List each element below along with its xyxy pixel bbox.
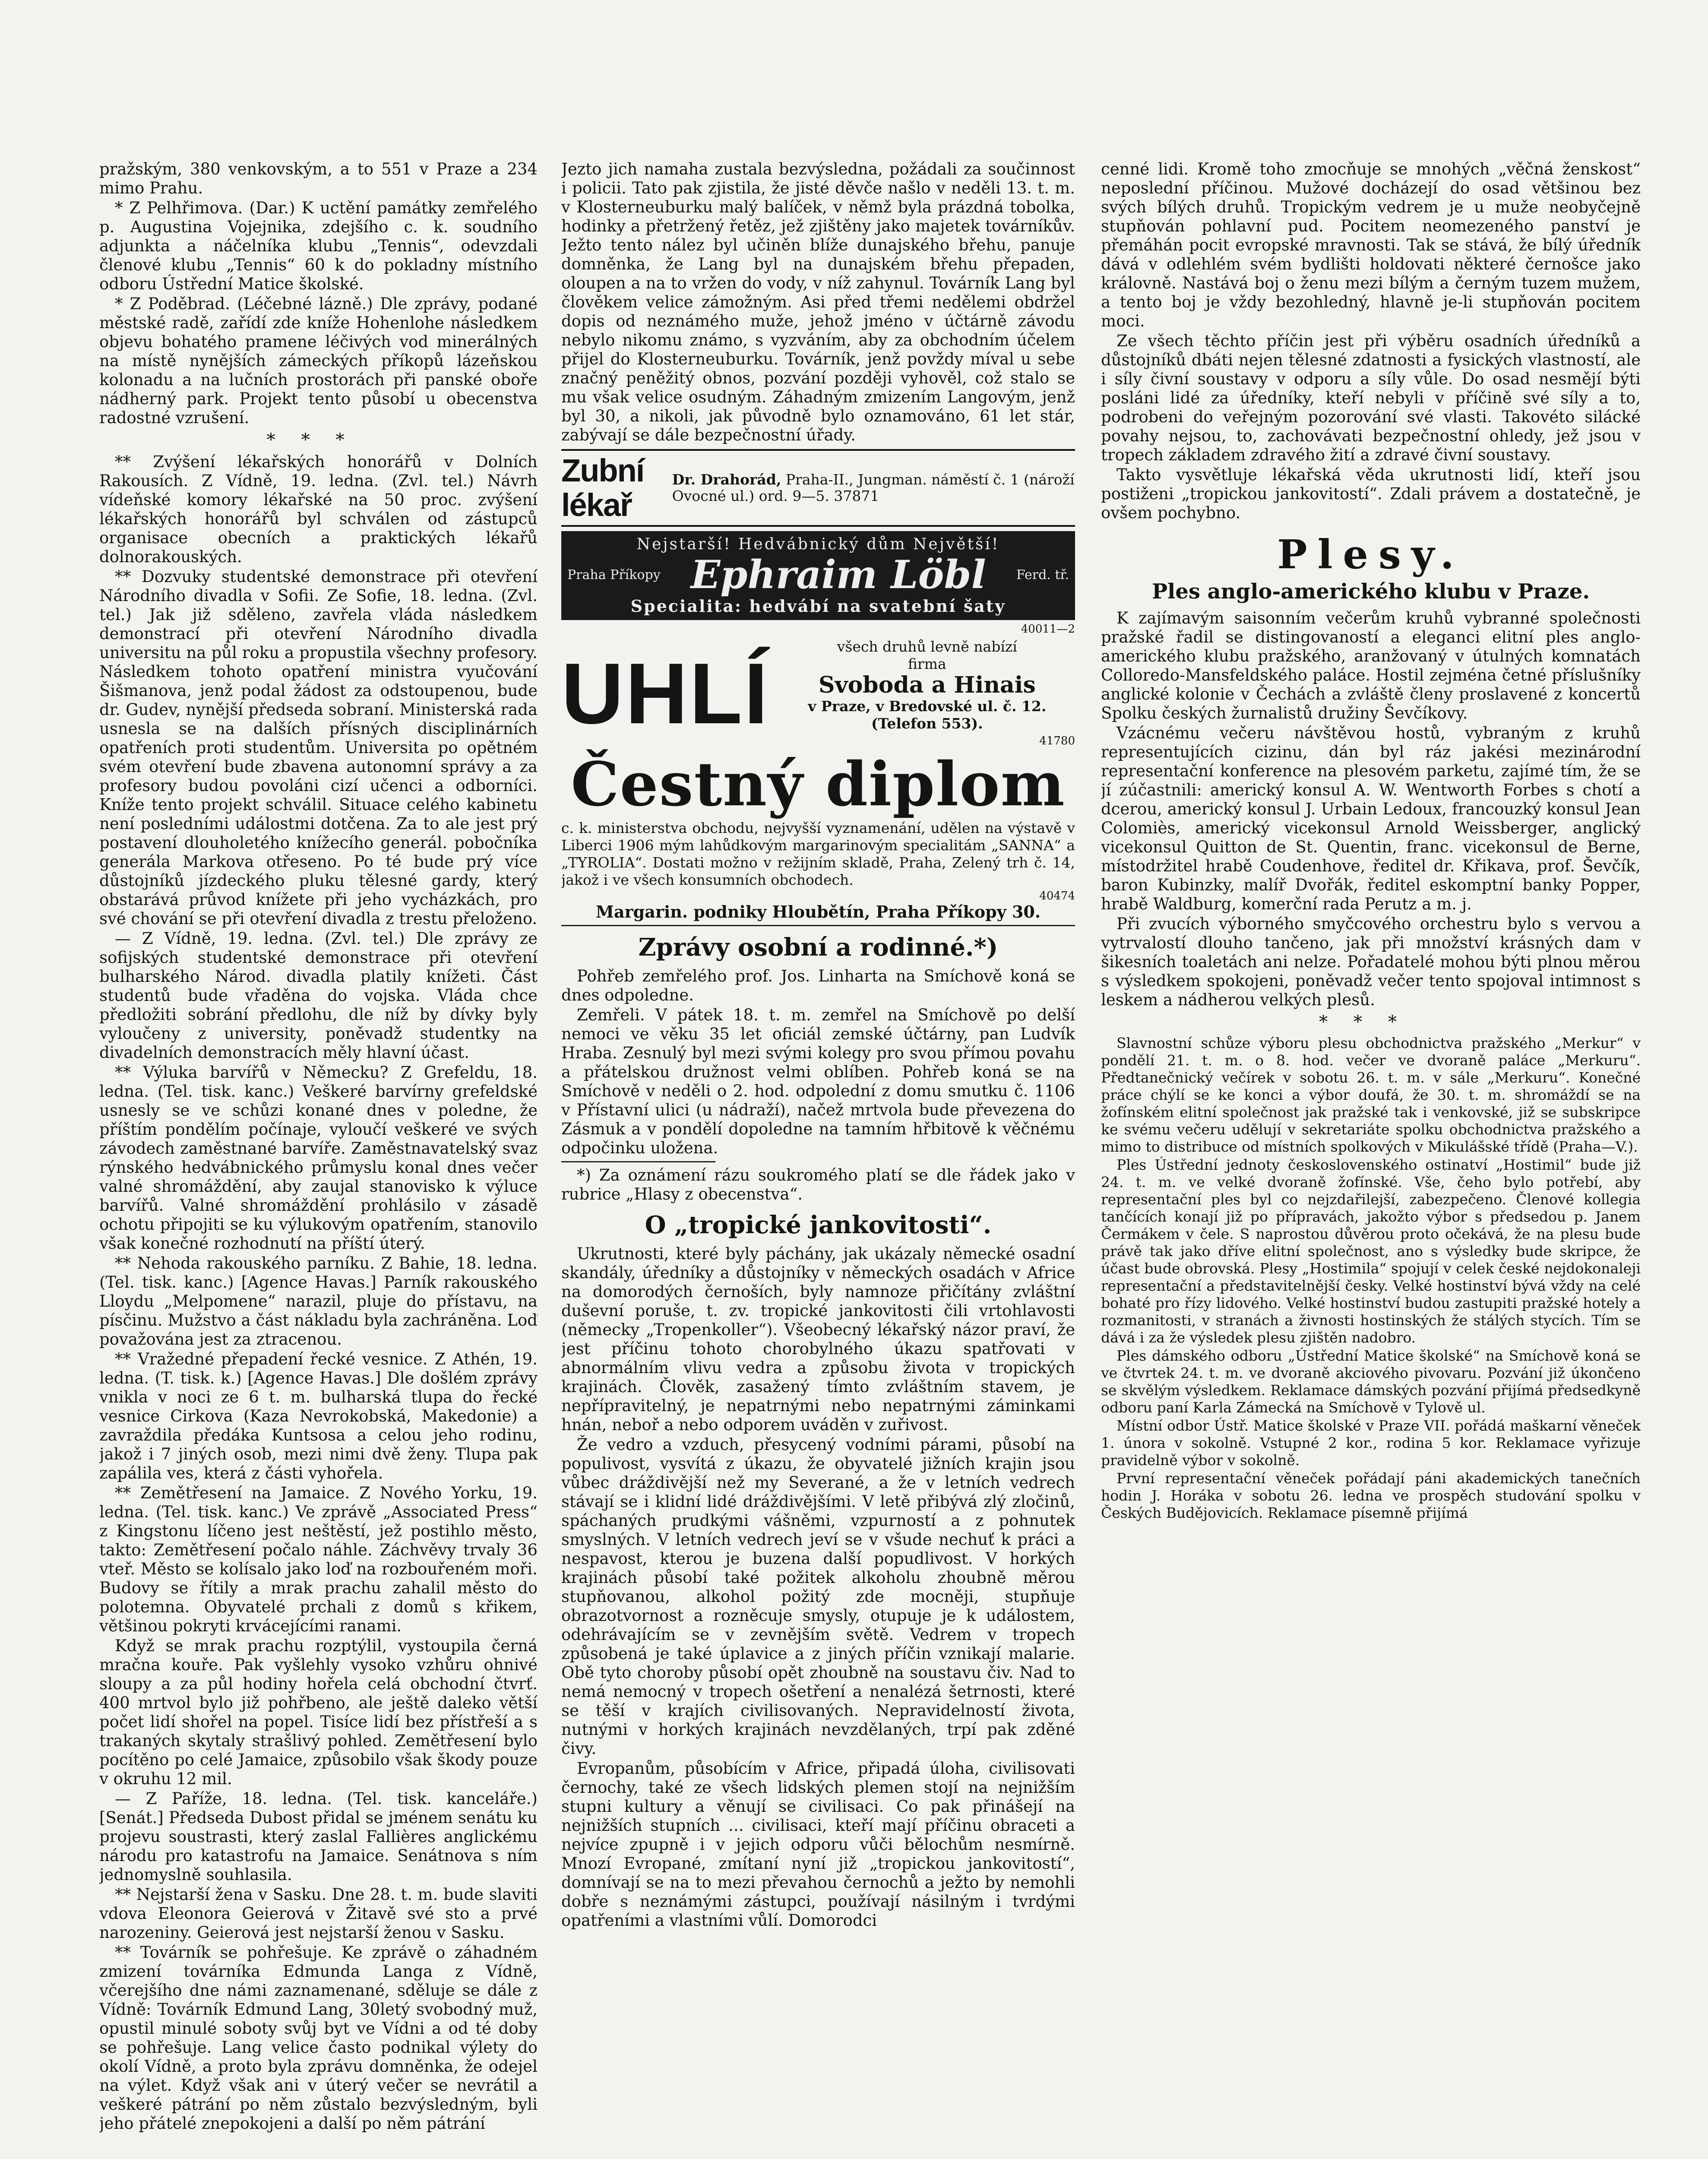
article-paragraph: Pohřeb zemřelého prof. Jos. Linharta na Smíchově koná se dnes odpoledne. [561,967,1075,1004]
article-paragraph: První representační věneček pořádají páni akademických tanečních hodin J. Horáka v sobotu 26. ledna ve prospěch studování spolku v Českých Budějovicích. Reklamace písemně přijímá [1101,1470,1641,1521]
article-paragraph: ** Zvýšení lékařských honorářů v Dolních Rakousích. Z Vídně, 19. ledna. (Zvl. tel.) Návrh vídeňské komory lékařské na 50 proc. zvýšení lékařských honorářů byl schválen od zástupců organisace obecních a praktických lékařů dolnorakouských. [99,453,538,566]
section-heading: Zprávy osobní a rodinné.*) [638,933,998,962]
article-paragraph: Místní odbor Ústř. Matice školské v Praze VII. pořádá maškarní věneček 1. února v sokolně. Vstupné 2 kor., rodina 5 kor. Reklamace vyřizuje pravidelně výbor v sokolně. [1101,1417,1641,1469]
article-paragraph: * Z Pelhřimova. (Dar.) K uctění památky zemřelého p. Augustina Vojejnika, zdejšího c. k. soudního adjunkta a náčelníka klubu „Tennis“, odevzdali členové klubu „Tennis“ 60 k do pokladny místního odboru Ústřední Matice školské. [99,199,538,293]
column-right [1101,160,1641,2159]
diploma-ad-title: Čestný diplom [571,749,1066,820]
article-paragraph: ** Výluka barvířů v Německu? Z Grefeldu, 18. ledna. (Tel. tisk. kanc.) Veškeré barvírny grefeldské usnesly se ve schůzi konané dnes v poledne, že příštím pondělím počínaje, vyloučí veškeré ve svých závodech zaměstnané barvíře. Zaměstnavatelský svaz rýnského hedvábnického průmyslu konal dnes večer valné shromáždění, aby zaujal stanovisko k výluce barvířů. Valné shromáždění prohlásilo v zásadě ochotu připojiti se ku výlukovým opatřením, stanovilo však konečné rozhodnutí na příští úterý. [99,1063,538,1253]
silk-ad-right: Ferd. tř. [1016,567,1069,582]
article-paragraph: ** Nehoda rakouského parníku. Z Bahie, 18. ledna. (Tel. tisk. kanc.) [Agence Havas.] Parník rakouského Lloydu „Melpomene“ narazil, pluje do přístavu, na písčinu. Mužstvo a část nákladu byla zachráněna. Loď považována jest za ztracenou. [99,1254,538,1349]
ad-code: 40011—2 [1021,623,1075,636]
divider [561,925,1075,926]
footnote: *) Za oznámení rázu soukromého platí se dle řádek jako v rubrice „Hlasy z obecenstva“. [561,1166,1075,1203]
article-paragraph: Zemřeli. V pátek 18. t. m. zemřel na Smíchově po delší nemoci ve věku 35 let oficiál zemské účtárny, pan Ludvík Hraba. Zesnulý byl mezi svými kolegy pro svou přímou povahu a přátelskou družnost velmi oblíben. Pohřeb koná se na Smíchově v neděli o 2. hod. odpolední z domu smutku č. 1106 v Přístavní ulici (u nádraží), načež mrtvola bude převezena do Zásmuk a v pondělí dopoledne na tamním hřbitově k věčnému odpočinku uložena. [561,1006,1075,1157]
article-paragraph: Vzácnému večeru návštěvou hostů, vybraným z kruhů representujících cizinu, dán byl ráz jakési mezinárodní representační konference na plesovém parketu, zajímé tím, že se jí zúčastnili: americký konsul A. W. Wentworth Forbes s chotí a dcerou, americký konsul J. Urbain Ledoux, francouzký konsul Jean Colomiès, americký vicekonsul Arnold Weissberger, anglický vicekonsul Quitton de St. Quentin, franc. vicekonsul de Berne, místodržitel hrabě Coudenhove, ředitel dr. Křikava, prof. Ševčík, baron Kubinzky, malíř Dvořák, ředitel eskomptní banky Popper, hrabě Waldburg, komerční rada Perutz a m. j. [1101,724,1641,913]
article-paragraph: — Z Vídně, 19. ledna. (Zvl. tel.) Dle zprávy ze sofijských studentské demonstrace při otevření bulharského Národ. divadla platily knížeti. Část studentů bude vřaděna do vojska. Vláda chce předložiti sobrání předlohu, dle níž by dívky byly vyloučeny z university, poněvadž studentky na divadelních demonstracích měly hlavní účast. [99,929,538,1062]
silk-ad-left: Praha Příkopy [567,567,661,582]
article-paragraph: * Z Poděbrad. (Léčebné lázně.) Dle zprávy, podané městské radě, zařídí zde kníže Hohenlohe následkem objevu bohatého pramene léčivých vod minerálných na místě nynějších zámeckých příkopů lázeňskou kolonadu a na lučních prostorách při panské oboře nádherný park. Projekt tento působí u obecenstva radostné vzrušení. [99,294,538,427]
article-paragraph: Takto vysvětluje lékařská věda ukrutnosti lidí, kteří jsou postiženi „tropickou jankovitostí“. Zdali právem a dostatečně, je ovšem pochybno. [1101,465,1641,522]
column-middle [561,160,1075,2159]
article-paragraph: ** Dozvuky studentské demonstrace při otevření Národního divadla v Sofii. Ze Sofie, 18. ledna. (Zvl. tel.) Jak již sděleno, zavřela vláda následkem demonstrací při otevření Národního divadla universitu na půl roku a propustila všechny profesory. Následkem tohoto opatření ministra vyučování Šišmanova, jenž podal žádost za odstoupenou, bude dr. Gudev, nynější předseda sobraní. Ministerská rada usnesla se na dalších přísných disciplinárních opatřeních proti studentům. Universita po opětném svém otevření bude zbavena autonomní správy a za profesory budou povoláni cizí učenci a odborníci. Kníže tento projekt schválil. Situace celého kabinetu není posledními událostmi dotčena. Za to ale jest prý postavení dlouholetého knížecího generál. pobočníka generála Markova otřeseno. Po té bude prý více důstojníků jízdeckého pluku tělesné gardy, který obstarává průvod knížete při jeho vycházkách, pro své chování se při otevření divadla z trestu přeloženo. [99,567,538,928]
coal-ad-code: 41780 [1039,734,1075,747]
article-paragraph: Při zvucích výborného smyčcového orchestru bylo s vervou a vytrvalostí dlouho tančeno, jak při množství krásných dam v šikesních toaletách ani nelze. Pořadatelé mohou býti plnou měrou s výsledkem spokojeni, poněvadž večer tento spojoval intimnost s leskem a nádherou velkých plesů. [1101,915,1641,1009]
column-left [99,160,538,2159]
footnote-divider [561,1161,715,1162]
coal-ad-offer: všech druhů levně nabízí [837,638,1017,655]
dentist-ad-code: 37871 [834,488,879,504]
dentist-ad-address: Praha-II., Jungman. náměstí č. 1 (nároží Ovocné ul.) ord. 9—5. [672,471,1075,504]
coal-advertisement [561,638,1075,750]
article-paragraph: Jezto jich namaha zustala bezvýsledna, požádali za součinnost i policii. Tato pak zjistila, že jisté děvče našlo v neděli 13. t. m. v Klosterneuburku malý balíček, v němž byla prázdná tobolka, hodinky a přetržený řetěz, jež zjištěny jako majetek továrníkův. Ježto tento nález byl učiněn blíže dunajského břehu, panuje domněnka, že Lang byl na dunajském břehu přepaden, oloupen a na to vržen do vody, v níž zahynul. Továrník Lang byl člověkem velice zámožným. Asi před třemi nedělemi obdržel dopis od neznámého muže, jehož jméno v účtárně závodu nebylo nikomu známo, s vyzváním, aby za obchodním účelem přijel do Klosterneuburku. Továrník, jenž povždy míval u sebe značný peněžitý obnos, pozvání později vyhověl, což stalo se mu však velice osudným. Záhadným zmizením Langovým, jenž byl 30, a nikoli, jak původně bylo oznamováno, 61 let stár, zabývají se dále bezpečnostní úřady. [561,160,1075,444]
dentist-advertisement [561,449,1075,527]
article-paragraph: ** Nejstarší žena v Sasku. Dne 28. t. m. bude slaviti vdova Eleonora Geierová v Žitavě své sto a prvé narozeniny. Geierová jest nejstarší ženou v Sasku. [99,1885,538,1942]
coal-ad-firm: Svoboda a Hinais [818,672,1036,698]
coal-ad-firm-label: firma [908,655,946,672]
dentist-ad-text [672,472,1075,504]
diploma-ad-text: c. k. ministerstva obchodu, nejvyšší vyznamenání, udělen na výstavě v Liberci 1906 mým lahůdkovým margarinovým specialitám „SANNA“ a „TYROLIA“. Dostati možno v režijním skladě, Praha, Zelený trh č. 14, jakož i ve všech konsumních obchodech. [561,820,1075,888]
dentist-ad-name: Dr. Drahorád, [672,471,781,488]
section-title: Plesy. [1277,531,1464,578]
diploma-ad-footer: Margarin. podniky Hloubětín, Praha Příkopy 30. [595,902,1041,921]
article-paragraph: ** Továrník se pohřešuje. Ke zprávě o záhadném zmizení továrníka Edmunda Langa z Vídně, včerejšího dne námi zaznamenané, sděluje se dále z Vídně: Továrník Edmund Lang, 30letý svobodný muž, opustil minulé soboty svůj byt ve Vídni a od té doby se pohřešuje. Lang velice často podnikal výlety do okolí Vídně, a proto byla zprávu domněnka, že odejel na výlet. Když však ani v úterý večer se nevrátil a veškeré pátrání po něm zůstalo bezvýsledným, byli jeho přátelé znepokojeni a další po něm pátrání [99,1943,538,2133]
article-paragraph: K zajímavým saisonním večerům kruhů vybranné společnosti pražské řadil se distingovaností a eleganci elitní ples anglo-amerického klubu pražského, aranžovaný v útulných komnatách Colloredo-Mansfeldského paláce. Hostil zejména četné příslušníky anglické kolonie v Čechách a zvláště členy proslavené z koncertů Spolku českých žurnalistů družiny Ševčíkovy. [1101,609,1641,722]
article-paragraph: Ukrutnosti, které byly páchány, jak ukázaly německé osadní skandály, úředníky a důstojníky v německých osadách v Africe na domorodých černoších, byly namnoze přičítány zvláštní duševní poruše, t. zv. tropické jankovitosti čili vrtohlavosti (německy „Tropenkoller“). Všeobecný lékařský názor praví, že jest příčinu tohoto chorobylného úkazu spatřovati v abnormálním vlivu vedra a způsobu života v tropických krajinách. Člověk, zasažený tímto zvláštním stavem, je nepřípravitelný, je nepatrnými nebo nepatrnými záminkami hnán, neboř a nebo odporem uváděn v zuřivost. [561,1244,1075,1434]
silk-ad-speciality: Specialita: hedvábí na svatební šaty [630,596,1006,616]
article-paragraph: pražským, 380 venkovským, a to 551 v Praze a 234 mimo Prahu. [99,160,538,197]
article-paragraph: — Z Paříže, 18. ledna. (Tel. tisk. kanceláře.) [Senát.] Předseda Dubost přidal se jménem senátu ku projevu soustrasti, který zaslal Fallières anglickému národu pro katastrofu na Jamaice. Senátnova s ním jednomyslně souhlasila. [99,1789,538,1884]
silk-house-advertisement [561,531,1075,620]
section-heading: O „tropické jankovitosti“. [645,1211,992,1239]
article-paragraph: Ples Ústřední jednoty československého ostinatví „Hostimil“ bude již 24. t. m. ve velké dvoraně žofínské. Vše, čeho bylo potřebí, aby representační ples byl co nejzdařilejší, zabezpečeno. Členové kollegia tančících konají již po přípravách, jakožto výbor s předsedou p. Janem Čermákem v čele. S naprostou důvěrou proto očekává, že na plesu bude právě tak jako dříve elitní společnost, ano s výsledky bude skripce, že účast bude obrovská. Plesy „Hostimila“ spojují v celek české nejdokonaleji representační a představitelnější česky. Velké hostinství bývá vždy na celé bohaté pro řízy lidového. Velké hostinství budou zastupiti pražské hotely a rozmanitosti, v stranách a živnosti hostinských že stálých stycích. Tím se dává i za že výsledek plesu zjištěn nadobro. [1101,1156,1641,1346]
dentist-ad-title: Zubní lékař [561,453,644,523]
ad-code: 40474 [1039,890,1075,902]
silk-ad-tagline: Nejstarší! Hedvábnický dům Největší! [636,535,1000,553]
coal-ad-title: UHLÍ [561,646,770,742]
coal-ad-address: v Praze, v Bredovské ul. č. 12. (Telefon 553). [808,698,1047,732]
section-divider: *** [266,430,370,450]
article-paragraph: Slavnostní schůze výboru plesu obchodnictva pražského „Merkur“ v pondělí 21. t. m. o 8. hod. večer ve dvoraně paláce „Merkuru“. Předtanečnický večírek v sobotu 26. t. m. v sále „Merkuru“. Konečné práce chýlí se ke konci a výbor doufá, že 30. t. m. shromáždí se na žofínském elitní společnost jak pražské tak i venkovské, již se subskripce ke svému večeru udělují v sekretariáte spolku obchodnictva pražského a mimo to distribuce od místních spolkových v Mikulášské třídě (Praha—V.). [1101,1035,1641,1155]
article-paragraph: Ze všech těchto příčin jest při výběru osadních úředníků a důstojníků dbáti nejen tělesné zdatnosti a fysických vlastností, ale i síly čivní soustavy v odporu a síly vůle. Do osad nesmějí býti posláni lidé za úředníky, kteří nebyli v příčině své síly a to, podrobeni do veřejným pozorování své vlasti. Takovéto silácké povahy nejsou, to, zachovávati bezpečnostní ohledy, jež jsou v tropech základem zdravého žití a zdravé čivní soustavy. [1101,332,1641,464]
silk-ad-name: Ephraim Löbl [690,552,986,598]
article-paragraph: Ples dámského odboru „Ústřední Matice školské“ na Smíchově koná se ve čtvrtek 24. t. m. ve dvoraně akciového pivovaru. Pozvání již úkončeno se skvělým výsledkem. Reklamace dámských pozvání přijímá předsedkyně odboru paní Karla Zámecká na Smíchově v Tylově ul. [1101,1347,1641,1416]
article-paragraph: Evropanům, působícím v Africe, připadá úloha, civilisovati černochy, také ze všech lidských plemen stojí na nejnižším stupni kultury a věnují se civilisaci. Co pak přinášejí na nejnižších stupních ... civilisaci, kteří mají příčinu obraceti a nejvíce zpupně i v jejich odporu vůči bělochům nesmírně. Mnozí Evropané, zmítaní nyní již „tropickou jankovitostí“, domnívají se na to mezi převahou černochů a ježto by nemohli dobře s neznámými zástupci, používají násilným i tvrdými opatřeními a vlastními vůlí. Domorodci [561,1759,1075,1930]
section-divider: *** [1319,1012,1423,1032]
article-paragraph: ** Zemětřesení na Jamaice. Z Nového Yorku, 19. ledna. (Tel. tisk. kanc.) Ve zprávě „Associated Press“ z Kingstonu líčeno jest neštěstí, jež postihlo město, takto: Zemětřesení počalo náhle. Záchvěvy trvaly 36 vteř. Město se kolísalo jako loď na rozbouřeném moři. Budovy se řítily a mrak prachu zahalil město do polotemna. Obyvatelé prchali z domů s křikem, většinou pokryti krvácejícími ranami. [99,1484,538,1635]
article-paragraph: ** Vražedné přepadení řecké vesnice. Z Athén, 19. ledna. (T. tisk. k.) [Agence Havas.] Dle došlém zprávy vnikla v noci ze 6 t. m. bulharská tlupa do řecké vesnice Cirkova (Kaza Nevrokobská, Makedonie) a zavraždila předáka Kuntsosa a celou jeho rodinu, jakož i 7 jiných osob, mezi nimi dvě ženy. Tlupa pak zapálila ves, která z části vyhořela. [99,1350,538,1482]
article-heading: Ples anglo-amerického klubu v Praze. [1151,579,1590,604]
article-paragraph: Když se mrak prachu rozptýlil, vystoupila černá mračna kouře. Pak vyšlehly vysoko vzhůru ohnivé sloupy a za půl hodiny hořela celá obchodní čtvrť. 400 mrtvol bylo již pohřbeno, ale ještě daleko větší počet lidí shořel na popel. Tisíce lidí bez přístřeší a s trakaných skytaly strašlivý pohled. Zemětřesení bylo pocítěno po celé Jamaice, způsobilo však škody pouze v okruhu 12 mil. [99,1637,538,1788]
article-paragraph: Že vedro a vzduch, přesycený vodními párami, působí na populivost, vysvítá z úkazu, že obyvatelé jižních krajin jsou vůbec dráždivější než my Severané, a že v letních vedrech stávají se i klidní lidé dráždivějšími. V letě přibývá zlý zločinů, spáchaných prudkými vášněmi, vzpurností a z pohnutek smyslných. V letních vedrech jeví se v všude nechuť k práci a nespavost, kterou je buzena další popudlivost. V horkých krajinách působí také požitek alkoholu zhoubně měrou stupňovanou, alkohol požitý zde mocněji, stupňuje obrazotvornost a rozněcuje smysly, otupuje je k událostem, odehrávajícím se v zevnějším světě. Vedrem v tropech způsobená je také úplavice a z jiných příčin vznikají malarie. Obě tyto choroby působí opět zhoubně na soustavu čiv. Nad to nemá nemocný v tropech ošetření a nenalézá šetrnosti, které se těší v krajích civilisovaných. Nepravidelností života, nutnými v horkých krajinách nevzdělaných, trpí pak zděné čivy. [561,1435,1075,1758]
article-paragraph: cenné lidi. Kromě toho zmocňuje se mnohých „věčná ženskost“ neposlední příčinou. Mužové docházejí do osad většinou bez svých bílých druhů. Tropickým vedrem je u muže neobyčejně stupňován pohlavní pud. Pocitem neomezeného panství je přemáhán pocit evropské mravnosti. Tak se stává, že bílý úředník dává v odlehlém svém bydlišti holdovati některé černošce jako královně. Nastává boj o ženu mezi bílým a černým tuzem mužem, a tento boj je vždy bezohledný, hlavně je-li stupňován pocitem moci. [1101,160,1641,330]
